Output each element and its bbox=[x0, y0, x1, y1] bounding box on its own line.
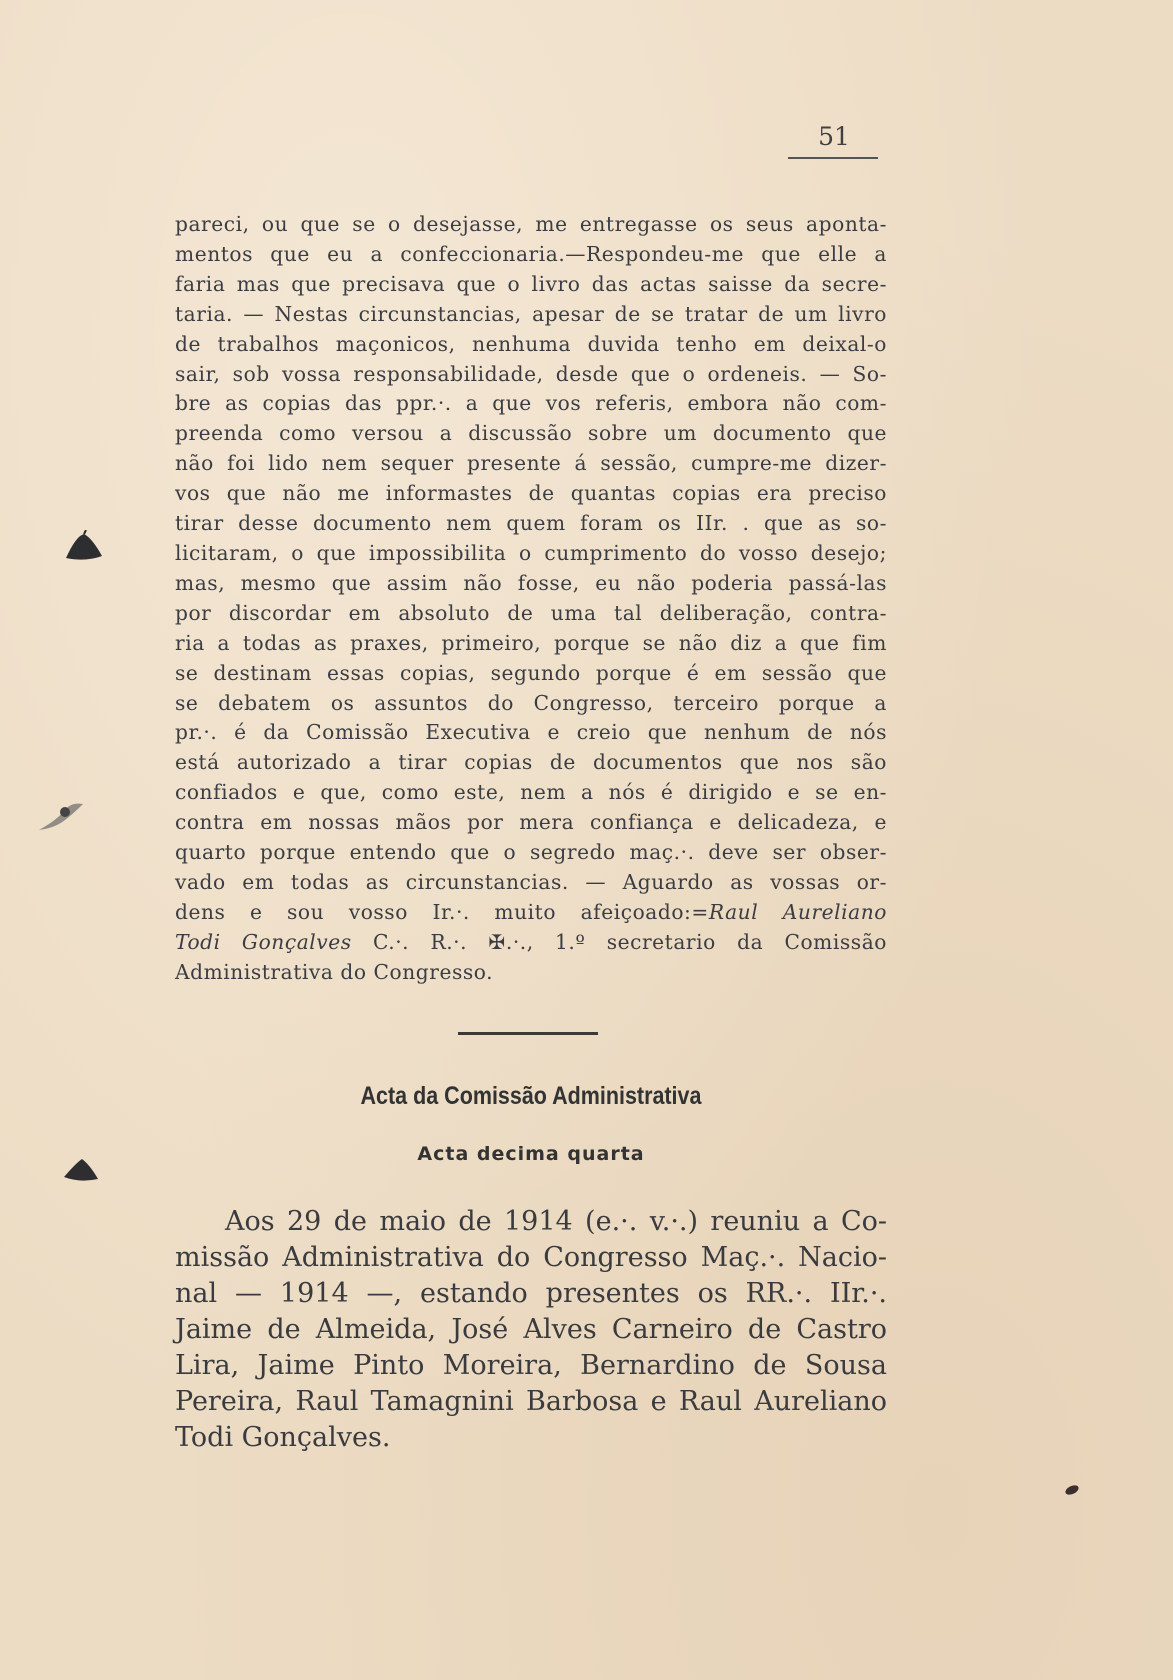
text-line bbox=[175, 898, 887, 928]
closing-text: dens e sou vosso Ir.·. muito afeiçoado:= bbox=[175, 899, 709, 924]
binding-hole-mark bbox=[35, 800, 95, 836]
bottom-paragraph bbox=[175, 1204, 887, 1456]
page-number: 51 bbox=[818, 122, 850, 151]
section-title: Acta da Comissão Administrativa bbox=[360, 1082, 702, 1110]
text-line bbox=[175, 928, 887, 958]
text-line: bre as copias das ppr.·. a que vos referis, embora não com- bbox=[175, 391, 887, 416]
text-line: Administrativa do Congresso. bbox=[175, 959, 494, 984]
text-line: pr.·. é da Comissão Executiva e creio que nenhum de nós bbox=[175, 720, 887, 745]
text-line: por discordar em absoluto de uma tal deliberação, contra- bbox=[175, 600, 887, 625]
text-line: está autorizado a tirar copias de documentos que nos são bbox=[175, 750, 887, 775]
text-line: Aos 29 de maio de 1914 (e.·. v.·.) reuniu a Co- bbox=[225, 1206, 887, 1237]
text-line: mas, mesmo que assim não fosse, eu não poderia passá-las bbox=[175, 570, 887, 595]
text-line: Lira, Jaime Pinto Moreira, Bernardino de Sousa bbox=[175, 1350, 887, 1381]
text-line: contra em nossas mãos por mera confiança e delicadeza, e bbox=[175, 810, 887, 835]
top-paragraph bbox=[175, 210, 887, 988]
ink-spot bbox=[1064, 1484, 1080, 1496]
text-line: taria. — Nestas circunstancias, apesar de se tratar de um livro bbox=[175, 301, 887, 326]
text-line: mentos que eu a confeccionaria.—Respondeu-me que elle a bbox=[175, 241, 887, 266]
text-line: sair, sob vossa responsabilidade, desde que o ordeneis. — So- bbox=[175, 361, 887, 386]
section-divider bbox=[458, 1032, 598, 1035]
signature-title: C.·. R.·. ✠.·., 1.º secretario da Comissão bbox=[351, 929, 887, 954]
page-number-rule bbox=[788, 157, 878, 159]
text-line: não foi lido nem sequer presente á sessão, cumpre-me dizer- bbox=[175, 451, 887, 476]
text-line: licitaram, o que impossibilita o cumprimento do vosso desejo; bbox=[175, 540, 887, 565]
text-line: ria a todas as praxes, primeiro, porque se não diz a que fim bbox=[175, 630, 887, 655]
text-line: de trabalhos maçonicos, nenhuma duvida tenho em deixal-o bbox=[175, 331, 887, 356]
signature-name: Raul Aureliano bbox=[708, 899, 887, 924]
text-line: tirar desse documento nem quem foram os IIr. . que as so- bbox=[175, 511, 887, 536]
text-line: missão Administrativa do Congresso Maç.·. Nacio- bbox=[175, 1242, 887, 1273]
text-line: confiados e que, como este, nem a nós é dirigido e se en- bbox=[175, 780, 887, 805]
text-line: nal — 1914 —, estando presentes os RR.·. IIr.·. bbox=[175, 1278, 887, 1309]
text-line: Pereira, Raul Tamagnini Barbosa e Raul Aureliano bbox=[175, 1386, 887, 1417]
binding-hole-mark bbox=[62, 530, 108, 564]
text-line: vado em todas as circunstancias. — Aguardo as vossas or- bbox=[175, 869, 887, 894]
text-line: vos que não me informastes de quantas copias era preciso bbox=[175, 481, 887, 506]
text-line: Jaime de Almeida, José Alves Carneiro de Castro bbox=[175, 1314, 887, 1345]
text-line: se destinam essas copias, segundo porque é em sessão que bbox=[175, 660, 887, 685]
signature-surname: Todi Gonçalves bbox=[175, 929, 352, 954]
text-line: preenda como versou a discussão sobre um documento que bbox=[175, 421, 887, 446]
text-line: pareci, ou que se o desejasse, me entregasse os seus aponta- bbox=[175, 212, 887, 236]
text-line: se debatem os assuntos do Congresso, terceiro porque a bbox=[175, 690, 887, 715]
binding-hole-mark bbox=[62, 1155, 102, 1185]
text-line: faria mas que precisava que o livro das actas saisse da secre- bbox=[175, 271, 887, 296]
text-line: quarto porque entendo que o segredo maç.·. deve ser obser- bbox=[175, 840, 887, 865]
section-subtitle: Acta decima quarta bbox=[417, 1143, 645, 1165]
text-line: Todi Gonçalves. bbox=[175, 1422, 391, 1453]
